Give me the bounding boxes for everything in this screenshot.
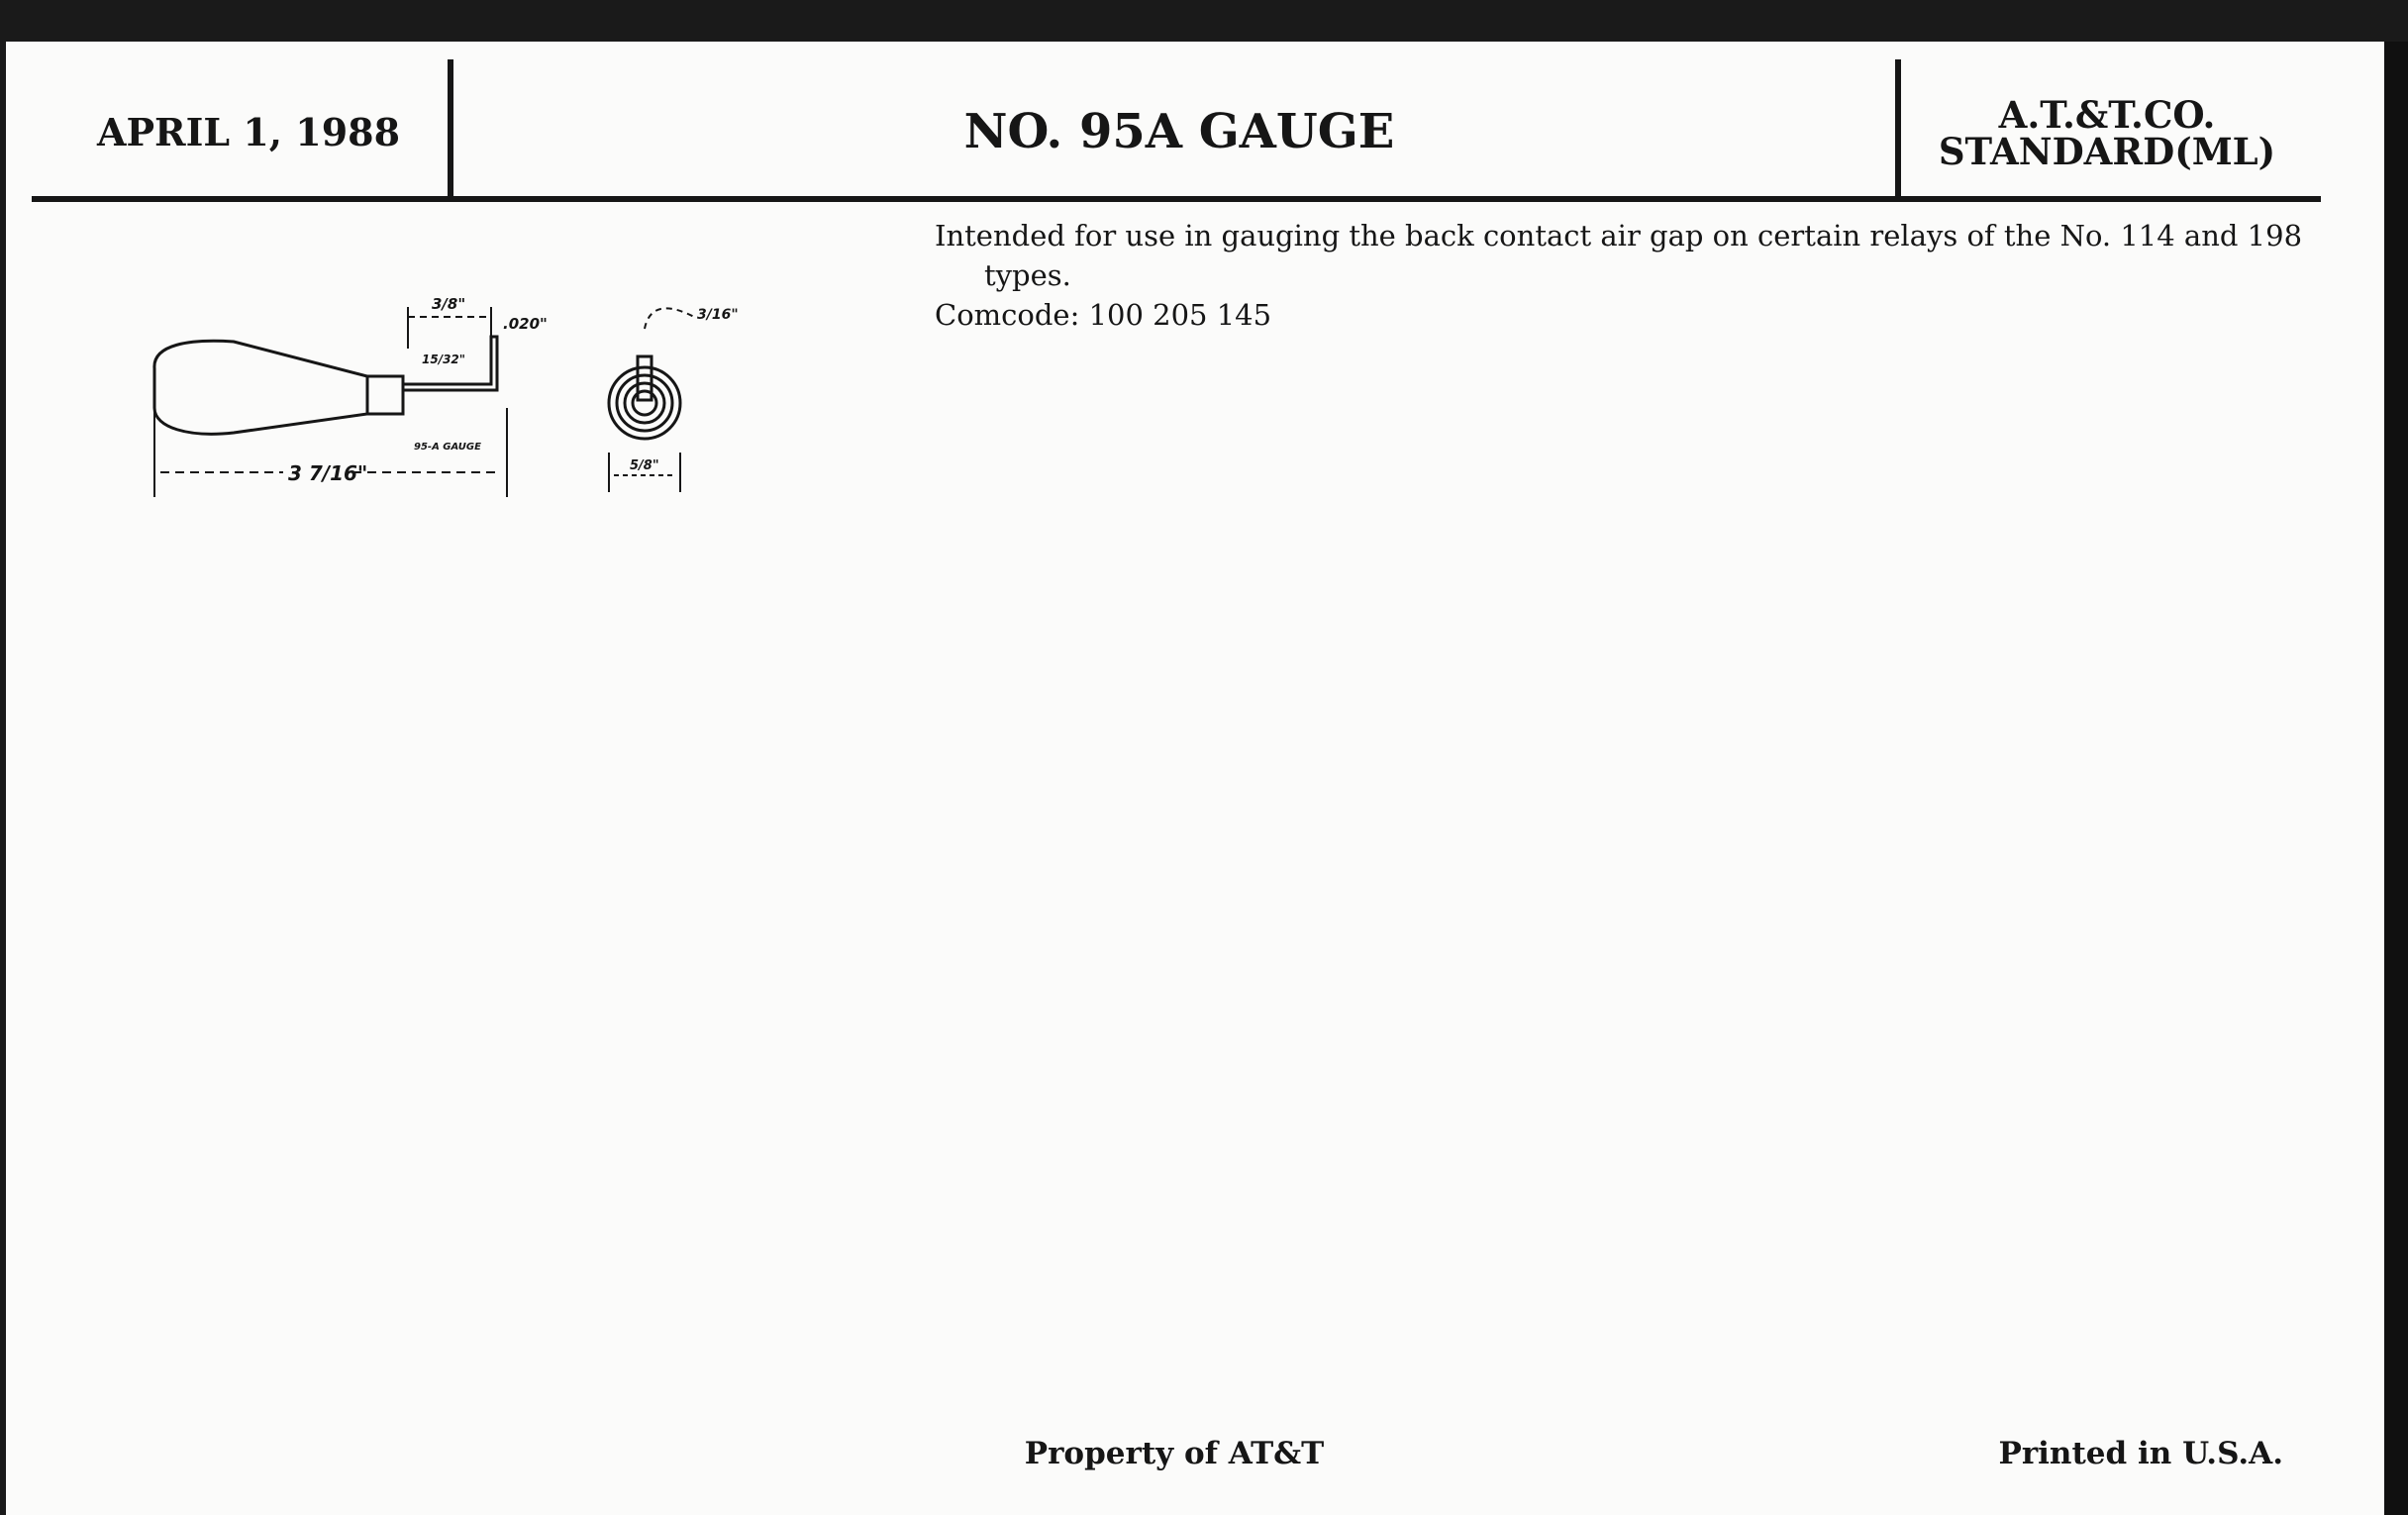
gauge-stamp-label: 95-A GAUGE <box>414 442 481 453</box>
document-sheet <box>6 42 2384 1515</box>
description-text: Intended for use in gauging the back contact air gap on certain relays of the No. 114 and 198 types. <box>935 219 2303 292</box>
standard-line-1: A.T.&T.CO. <box>1998 93 2216 137</box>
length-dimension-label: 3 7/16" <box>288 461 368 485</box>
document-title: NO. 95A GAUGE <box>963 104 1395 159</box>
standard-line-2: STANDARD(ML) <box>1938 130 2276 173</box>
header-divider-left <box>448 59 453 202</box>
tip-dimension-label: 3/16" <box>697 307 739 323</box>
footer-property: Property of AT&T <box>1024 1436 1325 1471</box>
comcode: Comcode: 100 205 145 <box>935 298 1272 332</box>
blade-width-label: 3/8" <box>432 295 466 313</box>
end-view-ring-1 <box>609 367 680 439</box>
gauge-drawing <box>135 250 768 507</box>
end-width-label: 5/8" <box>630 458 659 473</box>
standard-label <box>1899 93 2315 173</box>
header-rule <box>32 196 2321 202</box>
gap-dimension-label: .020" <box>503 315 548 333</box>
blade-height-label: 15/32" <box>422 353 466 366</box>
end-view-ring-3 <box>625 383 664 423</box>
issue-date: APRIL 1, 1988 <box>97 110 401 154</box>
description-block <box>935 216 2321 335</box>
gauge-handle <box>154 341 367 434</box>
footer-printed: Printed in U.S.A. <box>1998 1436 2283 1471</box>
scan-edge <box>2384 42 2408 1515</box>
gauge-ferrule <box>367 376 403 414</box>
